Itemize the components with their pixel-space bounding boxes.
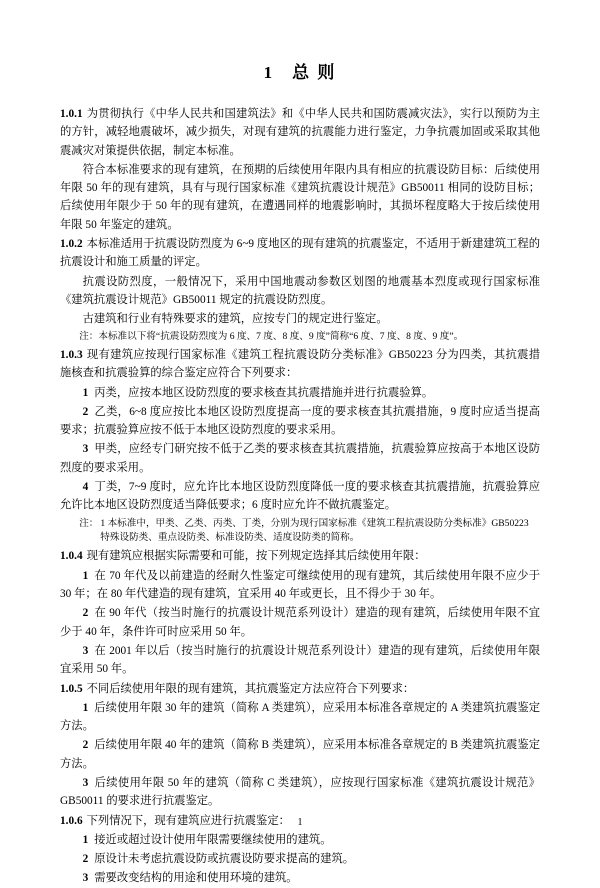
page-number: 1	[297, 817, 303, 828]
item-number: 2	[82, 405, 89, 418]
note-line: 特殊设防类、重点设防类、标准设防类、适度设防类的简称。	[100, 531, 360, 543]
clause-1-0-4	[60, 547, 540, 565]
clause-text: 本标准适用于抗震设防烈度为 6~9 度地区的现有建筑的抗震鉴定，不适用于新建建筑工程的抗震设计和施工质量的评定。	[60, 238, 540, 269]
item-text: 接近或超过设计使用年限需要继续使用的建筑。	[94, 833, 332, 846]
clause-text: 现有建筑应根据实际需要和可能，按下列规定选择其后续使用年限：	[86, 550, 426, 563]
paragraph-text: 抗震设防烈度，一般情况下，采用中国地震动参数区划图的地震基本烈度或现行国家标准《建筑抗震设计规范》GB50011 规定的抗震设防烈度。	[60, 275, 540, 306]
item-number: 3	[82, 777, 89, 789]
paragraph-1-0-2-c	[60, 310, 540, 328]
clause-1-0-3	[60, 346, 540, 383]
item-text: 丙类，应按本地区设防烈度的要求核查其抗震措施并进行抗震验算。	[94, 386, 434, 399]
item-text: 在 70 年代及以前建造的经耐久性鉴定可继续使用的现有建筑，其后续使用年限不应少于 30 年；在 80 年代建造的现有建筑，宜采用 40 年或更长，且不得少于 30 年。	[60, 569, 540, 601]
list-item	[60, 736, 540, 773]
clause-text: 下列情况下，现有建筑应进行抗震鉴定：	[86, 814, 290, 827]
paragraph-text: 古建筑和行业有特殊要求的建筑，应按专门的规定进行鉴定。	[82, 313, 388, 326]
list-item	[60, 869, 540, 887]
list-item	[60, 403, 540, 440]
item-number: 3	[82, 872, 89, 885]
item-number: 1	[82, 833, 89, 846]
item-text: 在 90 年代（按当时施行的抗震设计规范系列设计）建造的现有建筑，后续使用年限不宜少于 40 年，条件许可时应采用 50 年。	[60, 607, 540, 638]
item-number: 4	[82, 481, 89, 494]
item-number: 2	[82, 853, 89, 866]
note-line	[79, 517, 540, 531]
paragraph-1-0-1-b	[60, 161, 540, 234]
page-title-text: 总 则	[292, 63, 337, 82]
item-text: 需要改变结构的用途和使用环境的建筑。	[94, 872, 298, 885]
list-item	[60, 604, 540, 641]
list-item	[60, 440, 540, 477]
item-text: 后续使用年限 30 年的建筑（简称 A 类建筑），应采用本标准各章规定的 A 类建筑抗震鉴定方法。	[60, 701, 540, 733]
page-title	[60, 58, 540, 83]
list-item	[60, 642, 540, 679]
clause-number: 1.0.6	[60, 814, 83, 827]
clause-number: 1.0.4	[60, 550, 83, 563]
item-text: 在 2001 年以后（按当时施行的抗震设计规范系列设计）建造的现有建筑，后续使用年限宜采用 50 年。	[60, 644, 540, 676]
clause-number: 1.0.3	[60, 348, 83, 361]
clause-number: 1.0.2	[60, 238, 83, 251]
clause-1-0-2	[60, 235, 540, 272]
item-text: 后续使用年限 40 年的建筑（简称 B 类建筑），应采用本标准各章规定的 B 类建筑抗震鉴定方法。	[60, 739, 540, 770]
list-item	[60, 478, 540, 515]
item-number: 2	[82, 607, 89, 620]
item-text: 乙类，6~8 度应按比本地区设防烈度提高一度的要求核查其抗震措施，9 度时应适当提高要求；抗震验算应按不低于本地区设防烈度的要求采用。	[60, 405, 540, 437]
list-item	[60, 384, 540, 402]
item-number: 3	[82, 443, 89, 456]
list-item	[60, 831, 540, 849]
item-text: 原设计未考虑抗震设防或抗震设防要求提高的建筑。	[94, 853, 355, 866]
paragraph-1-0-2-b	[60, 273, 540, 310]
item-text: 丁类，7~9 度时，应允许比本地区设防烈度降低一度的要求核查其抗震措施，抗震验算应允许比本地区设防烈度适当降低要求；6 度时应允许不做抗震鉴定。	[60, 481, 540, 512]
list-item	[60, 567, 540, 604]
list-item	[60, 850, 540, 868]
item-number: 1	[82, 701, 89, 714]
note-text: 1 本标准中，甲类、乙类、丙类、丁类，分别为现行国家标准《建筑工程抗震设防分类标准》GB50223	[100, 517, 529, 529]
item-text: 甲类，应经专门研究按不低于乙类的要求核查其抗震措施，抗震验算应按高于本地区设防烈度的要求采用。	[60, 443, 540, 474]
clause-text: 不同后续使用年限的现有建筑，其抗震鉴定方法应符合下列要求：	[86, 682, 415, 695]
paragraph-text: 符合本标准要求的现有建筑，在预期的后续使用年限内具有相应的抗震设防目标：后续使用年限 50 年的现有建筑，具有与现行国家标准《建筑抗震设计规范》GB50011 相同的设防目标；后续使用年限少于 50 年的现有建筑，在遭遇同样的地震影响时，其损坏程度略大于按后续使用年限 50 年鉴定的建筑。	[60, 163, 540, 231]
clause-text: 现有建筑应按现行国家标准《建筑工程抗震设防分类标准》GB50223 分为四类，其抗震措施核查和抗震验算的综合鉴定应符合下列要求：	[60, 348, 540, 380]
clause-1-0-5	[60, 680, 540, 698]
item-number: 1	[82, 386, 89, 399]
page-title-number: 1	[263, 63, 275, 82]
clause-number: 1.0.1	[60, 108, 83, 120]
note-1-0-2: 注：本标准以下将“抗震设防烈度为 6 度、7 度、8 度、9 度”简称“6 度、7 度、8 度、9 度”。	[79, 330, 464, 342]
item-number: 1	[82, 569, 89, 582]
note-label: 注：	[79, 517, 99, 529]
list-item	[60, 699, 540, 736]
item-number: 3	[82, 644, 89, 657]
item-number: 2	[82, 739, 89, 752]
item-text: 后续使用年限 50 年的建筑（简称 C 类建筑），应按现行国家标准《建筑抗震设计规范》GB50011 的要求进行抗震鉴定。	[60, 777, 540, 808]
list-item	[60, 774, 540, 811]
clause-number: 1.0.5	[60, 682, 83, 695]
note-1-0-3	[60, 517, 540, 545]
clause-1-0-1	[60, 105, 540, 160]
clause-text: 为贯彻执行《中华人民共和国建筑法》和《中华人民共和国防震减灾法》，实行以预防为主的方针，减轻地震破坏，减少损失，对现有建筑的抗震能力进行鉴定，力争抗震加固或采取其他震减灾对策提供依据，制定本标准。	[60, 108, 540, 157]
